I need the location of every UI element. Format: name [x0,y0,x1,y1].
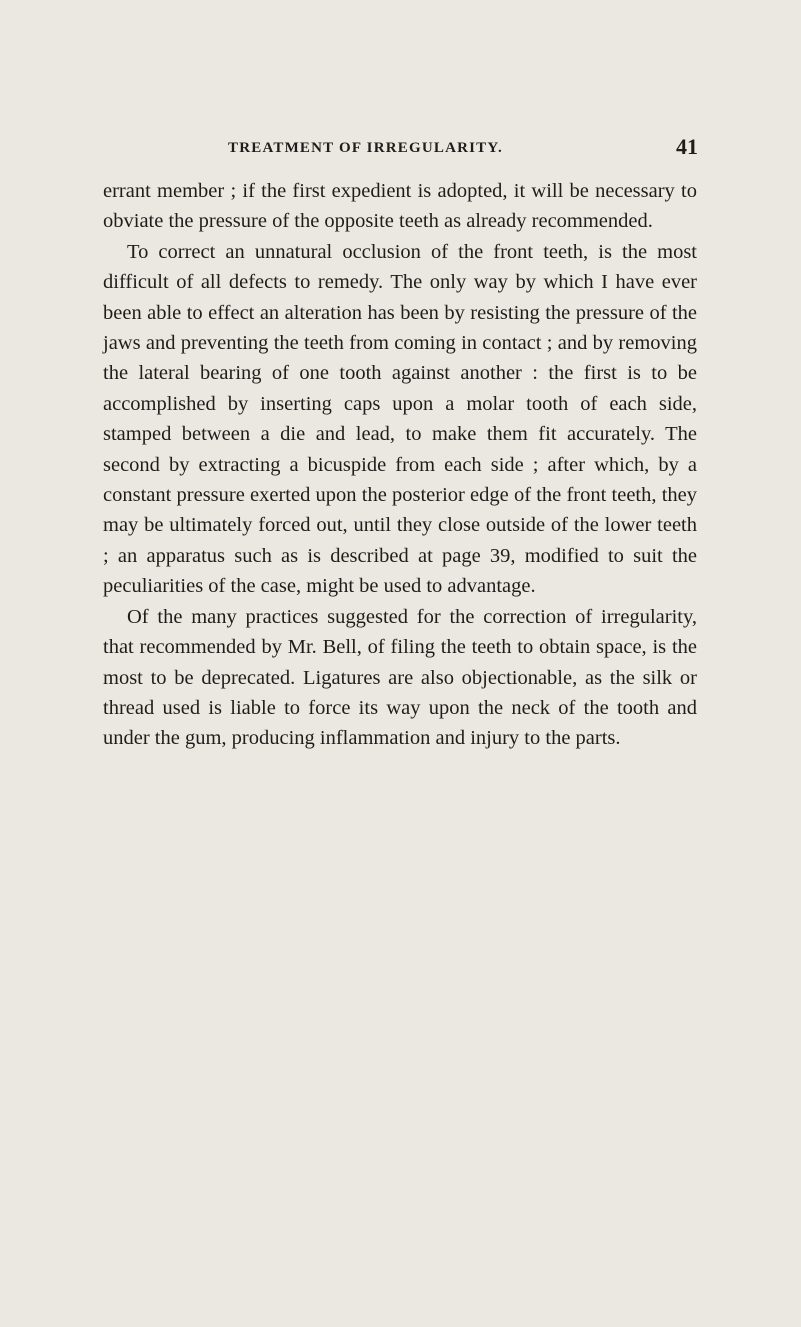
page-number: 41 [676,134,698,159]
paragraph-2: To correct an unnatural occlusion of the front teeth, is the most difficult of all defects to remedy. The only way by which I have ever been able to effect an alteration has been by resisting the pressure of the jaws and preventing the teeth from coming in contact ; and by removing the lateral bearing of one tooth against another : the first is to be accomplished by inserting caps upon a molar tooth of each side, stamped between a die and lead, to make them fit accurately. The second by extracting a bicuspide from each side ; after which, by a constant pressure exerted upon the posterior edge of the front teeth, they may be ultimately forced out, until they close outside of the lower teeth ; an apparatus such as is described at page 39, modified to suit the peculiarities of the case, might be used to advantage. [103,240,697,598]
paragraph-3: Of the many practices suggested for the correction of irregularity, that recommended by Mr. Bell, of filing the teeth to obtain space, is the most to be deprecated. Ligatures are also objectionable, as the silk or thread used is liable to force its way upon the neck of the tooth and under the gum, producing inflammation and injury to the parts. [103,605,697,750]
running-title: TREATMENT OF IRREGULARITY. [228,140,503,156]
page-header [228,134,698,164]
paragraph-1: errant member ; if the first expedient is adopted, it will be necessary to obviate the pressure of the opposite teeth as already recommended. [103,180,697,233]
body-text [103,176,697,754]
